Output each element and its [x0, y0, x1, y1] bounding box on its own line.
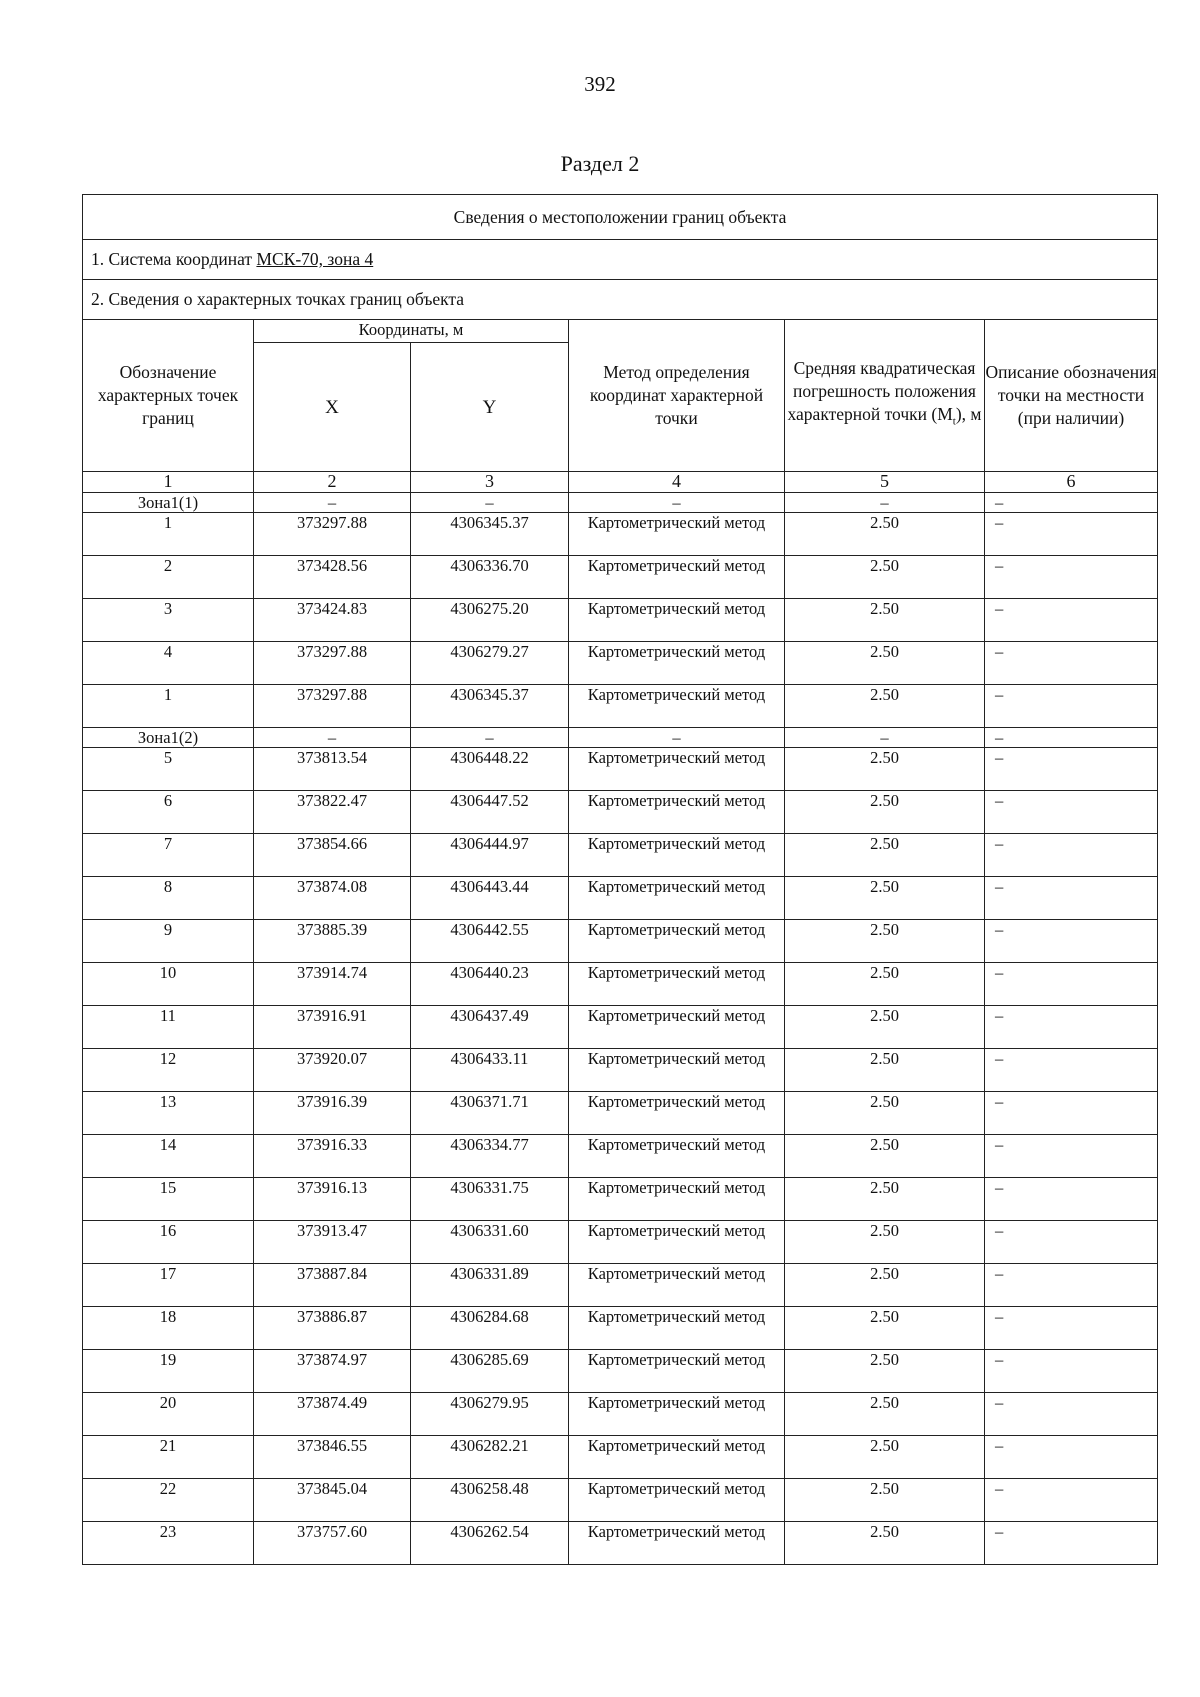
cell-error: 2.50 [785, 920, 985, 963]
cell-designation: 7 [83, 834, 254, 877]
cell-description: – [985, 513, 1158, 556]
cell-x: 373845.04 [254, 1479, 411, 1522]
table-row [83, 1522, 1158, 1565]
cell-x: 373916.33 [254, 1135, 411, 1178]
column-number: 6 [985, 472, 1158, 493]
points-title-row [83, 280, 1158, 320]
cell-error: 2.50 [785, 642, 985, 685]
cell-x: 373854.66 [254, 834, 411, 877]
cell-description: – [985, 1049, 1158, 1092]
table-row [83, 556, 1158, 599]
table-row [83, 1178, 1158, 1221]
cell-description: – [985, 963, 1158, 1006]
cell-description: – [985, 1479, 1158, 1522]
page-number: 392 [584, 72, 616, 96]
cell-x: 373874.08 [254, 877, 411, 920]
cell-description: – [985, 685, 1158, 728]
cell-x: 373885.39 [254, 920, 411, 963]
header-y: Y [411, 343, 569, 472]
cell-designation: 18 [83, 1307, 254, 1350]
header-error-unit: ), м [955, 404, 982, 425]
cell-error: – [785, 493, 985, 513]
header-x: X [254, 343, 411, 472]
cell-error: 2.50 [785, 1178, 985, 1221]
cell-error: 2.50 [785, 1264, 985, 1307]
coordinate-system-value: МСК-70, зона 4 [256, 249, 374, 269]
cell-x: 373916.91 [254, 1006, 411, 1049]
cell-description: – [985, 493, 1158, 513]
cell-method: Картометрический метод [569, 1178, 785, 1221]
cell-description: – [985, 642, 1158, 685]
cell-error: 2.50 [785, 1092, 985, 1135]
cell-y: – [411, 728, 569, 748]
cell-y: 4306331.75 [411, 1178, 569, 1221]
cell-y: 4306334.77 [411, 1135, 569, 1178]
cell-designation: 22 [83, 1479, 254, 1522]
cell-method: Картометрический метод [569, 748, 785, 791]
cell-x: 373874.97 [254, 1350, 411, 1393]
cell-error: 2.50 [785, 877, 985, 920]
cell-designation: 19 [83, 1350, 254, 1393]
cell-method: Картометрический метод [569, 834, 785, 877]
cell-designation: 8 [83, 877, 254, 920]
cell-x: 373757.60 [254, 1522, 411, 1565]
cell-method: Картометрический метод [569, 791, 785, 834]
cell-x: 373424.83 [254, 599, 411, 642]
cell-error: 2.50 [785, 1049, 985, 1092]
cell-description: – [985, 728, 1158, 748]
cell-description: – [985, 599, 1158, 642]
cell-error: 2.50 [785, 963, 985, 1006]
cell-y: 4306447.52 [411, 791, 569, 834]
cell-error: – [785, 728, 985, 748]
cell-x: 373297.88 [254, 685, 411, 728]
cell-error: 2.50 [785, 748, 985, 791]
cell-designation: 20 [83, 1393, 254, 1436]
header-error-subscript: t [952, 415, 956, 428]
cell-error: 2.50 [785, 1436, 985, 1479]
cell-error: 2.50 [785, 1135, 985, 1178]
cell-y: 4306331.60 [411, 1221, 569, 1264]
cell-description: – [985, 834, 1158, 877]
cell-method: Картометрический метод [569, 1049, 785, 1092]
cell-x: – [254, 728, 411, 748]
cell-y: 4306437.49 [411, 1006, 569, 1049]
column-number: 3 [411, 472, 569, 493]
zone-row [83, 493, 1158, 513]
table-row [83, 1264, 1158, 1307]
cell-x: 373822.47 [254, 791, 411, 834]
cell-error: 2.50 [785, 1307, 985, 1350]
cell-x: 373887.84 [254, 1264, 411, 1307]
cell-designation: Зона1(1) [83, 493, 254, 513]
cell-error: 2.50 [785, 1350, 985, 1393]
cell-designation: 1 [83, 685, 254, 728]
cell-x: 373914.74 [254, 963, 411, 1006]
header-coordinates: Координаты, м [254, 320, 569, 343]
coordinate-system-row [83, 240, 1158, 280]
section-title: Раздел 2 [560, 151, 640, 176]
boundary-points-table [82, 194, 1158, 1565]
cell-x: 373916.39 [254, 1092, 411, 1135]
cell-method: Картометрический метод [569, 1135, 785, 1178]
table-row [83, 1006, 1158, 1049]
cell-description: – [985, 1264, 1158, 1307]
table-row [83, 685, 1158, 728]
cell-error: 2.50 [785, 1006, 985, 1049]
cell-designation: 2 [83, 556, 254, 599]
cell-y: 4306440.23 [411, 963, 569, 1006]
cell-y: 4306279.95 [411, 1393, 569, 1436]
table-row [83, 1307, 1158, 1350]
cell-designation: 1 [83, 513, 254, 556]
column-number: 5 [785, 472, 985, 493]
header-designation: Обозначение характерных точек границ [83, 320, 254, 472]
cell-method: Картометрический метод [569, 1479, 785, 1522]
table-body [83, 195, 1158, 1565]
cell-x: 373886.87 [254, 1307, 411, 1350]
cell-x: – [254, 493, 411, 513]
cell-designation: 15 [83, 1178, 254, 1221]
header-error [785, 320, 985, 472]
cell-designation: 21 [83, 1436, 254, 1479]
table-row [83, 642, 1158, 685]
table-row [83, 1092, 1158, 1135]
cell-method: Картометрический метод [569, 599, 785, 642]
table-row [83, 791, 1158, 834]
cell-description: – [985, 1092, 1158, 1135]
cell-description: – [985, 1522, 1158, 1565]
table-row [83, 920, 1158, 963]
table-title: Сведения о местоположении границ объекта [83, 195, 1158, 240]
table-row [83, 1049, 1158, 1092]
cell-method: Картометрический метод [569, 877, 785, 920]
cell-y: 4306443.44 [411, 877, 569, 920]
points-title: 2. Сведения о характерных точках границ объекта [83, 280, 1158, 320]
cell-error: 2.50 [785, 599, 985, 642]
column-number-row [83, 472, 1158, 493]
cell-method: Картометрический метод [569, 513, 785, 556]
cell-designation: 17 [83, 1264, 254, 1307]
cell-method: Картометрический метод [569, 556, 785, 599]
cell-error: 2.50 [785, 556, 985, 599]
cell-method: Картометрический метод [569, 1264, 785, 1307]
cell-x: 373916.13 [254, 1178, 411, 1221]
cell-y: 4306275.20 [411, 599, 569, 642]
table-row [83, 1221, 1158, 1264]
cell-y: 4306336.70 [411, 556, 569, 599]
cell-y: 4306282.21 [411, 1436, 569, 1479]
cell-error: 2.50 [785, 834, 985, 877]
cell-description: – [985, 1436, 1158, 1479]
cell-y: – [411, 493, 569, 513]
table-row [83, 877, 1158, 920]
cell-description: – [985, 1006, 1158, 1049]
cell-designation: 4 [83, 642, 254, 685]
cell-method: Картометрический метод [569, 642, 785, 685]
cell-method: Картометрический метод [569, 1307, 785, 1350]
cell-method: Картометрический метод [569, 1092, 785, 1135]
cell-designation: 10 [83, 963, 254, 1006]
column-number: 2 [254, 472, 411, 493]
cell-method: Картометрический метод [569, 1350, 785, 1393]
cell-designation: 9 [83, 920, 254, 963]
cell-designation: 16 [83, 1221, 254, 1264]
cell-error: 2.50 [785, 1393, 985, 1436]
table-row [83, 963, 1158, 1006]
table-row [83, 1350, 1158, 1393]
cell-y: 4306279.27 [411, 642, 569, 685]
cell-method: Картометрический метод [569, 1436, 785, 1479]
cell-error: 2.50 [785, 1479, 985, 1522]
cell-error: 2.50 [785, 1221, 985, 1264]
cell-x: 373913.47 [254, 1221, 411, 1264]
cell-error: 2.50 [785, 685, 985, 728]
table-row [83, 1479, 1158, 1522]
zone-row [83, 728, 1158, 748]
table-row [83, 1393, 1158, 1436]
cell-designation: 11 [83, 1006, 254, 1049]
table-row [83, 748, 1158, 791]
table-row [83, 599, 1158, 642]
cell-y: 4306258.48 [411, 1479, 569, 1522]
cell-method: Картометрический метод [569, 1221, 785, 1264]
cell-y: 4306433.11 [411, 1049, 569, 1092]
cell-designation: 14 [83, 1135, 254, 1178]
table-row [83, 1436, 1158, 1479]
header-row-1 [83, 320, 1158, 343]
cell-method: Картометрический метод [569, 920, 785, 963]
cell-description: – [985, 920, 1158, 963]
cell-error: 2.50 [785, 1522, 985, 1565]
cell-method: Картометрический метод [569, 685, 785, 728]
cell-y: 4306284.68 [411, 1307, 569, 1350]
table-row [83, 1135, 1158, 1178]
cell-description: – [985, 791, 1158, 834]
cell-designation: 3 [83, 599, 254, 642]
cell-designation: 13 [83, 1092, 254, 1135]
cell-description: – [985, 1135, 1158, 1178]
cell-x: 373297.88 [254, 513, 411, 556]
cell-y: 4306331.89 [411, 1264, 569, 1307]
table-row [83, 513, 1158, 556]
cell-y: 4306285.69 [411, 1350, 569, 1393]
column-number: 4 [569, 472, 785, 493]
cell-designation: 12 [83, 1049, 254, 1092]
cell-description: – [985, 1221, 1158, 1264]
table-title-row [83, 195, 1158, 240]
cell-x: 373813.54 [254, 748, 411, 791]
cell-designation: 6 [83, 791, 254, 834]
cell-x: 373297.88 [254, 642, 411, 685]
cell-description: – [985, 877, 1158, 920]
cell-description: – [985, 1393, 1158, 1436]
cell-method: Картометрический метод [569, 1522, 785, 1565]
cell-x: 373920.07 [254, 1049, 411, 1092]
cell-error: 2.50 [785, 791, 985, 834]
header-description: Описание обозначения точки на местности (при наличии) [985, 320, 1158, 472]
cell-method: Картометрический метод [569, 963, 785, 1006]
cell-y: 4306448.22 [411, 748, 569, 791]
cell-x: 373846.55 [254, 1436, 411, 1479]
column-number: 1 [83, 472, 254, 493]
cell-y: 4306444.97 [411, 834, 569, 877]
cell-designation: Зона1(2) [83, 728, 254, 748]
cell-designation: 5 [83, 748, 254, 791]
header-error-text: Средняя квадратическая погрешность положения характерной точки (M [787, 358, 976, 425]
cell-y: 4306345.37 [411, 685, 569, 728]
coordinate-system [83, 240, 1158, 280]
coordinate-system-label: 1. Система координат [91, 249, 257, 269]
cell-description: – [985, 1350, 1158, 1393]
cell-method: – [569, 493, 785, 513]
header-method: Метод определения координат характерной точки [569, 320, 785, 472]
cell-x: 373874.49 [254, 1393, 411, 1436]
cell-x: 373428.56 [254, 556, 411, 599]
cell-y: 4306345.37 [411, 513, 569, 556]
cell-description: – [985, 1307, 1158, 1350]
cell-method: Картометрический метод [569, 1006, 785, 1049]
cell-y: 4306371.71 [411, 1092, 569, 1135]
cell-method: – [569, 728, 785, 748]
table-row [83, 834, 1158, 877]
cell-y: 4306442.55 [411, 920, 569, 963]
cell-y: 4306262.54 [411, 1522, 569, 1565]
cell-description: – [985, 1178, 1158, 1221]
cell-description: – [985, 556, 1158, 599]
cell-error: 2.50 [785, 513, 985, 556]
cell-description: – [985, 748, 1158, 791]
cell-designation: 23 [83, 1522, 254, 1565]
cell-method: Картометрический метод [569, 1393, 785, 1436]
